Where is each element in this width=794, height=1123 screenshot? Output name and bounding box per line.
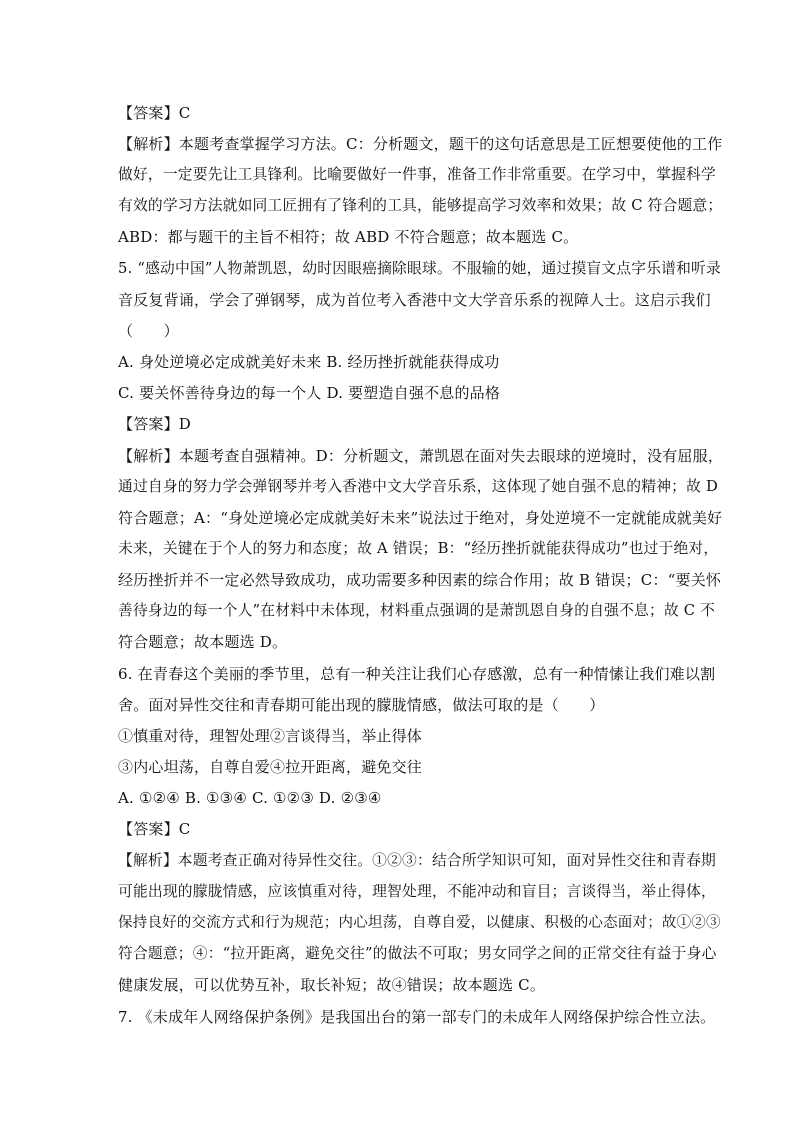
analysis-q5-line-5: 经历挫折并不一定必然导致成功，成功需要多种因素的综合作用；故 B 错误；C：“要关怀 [118,571,722,589]
analysis-q5-line-7: 符合题意；故本题选 D。 [118,633,288,651]
analysis-q4-line-3: 有效的学习方法就如同工匠拥有了锋利的工具，能够提高学习效率和效果；故 C 符合题意； [118,197,723,214]
analysis-q4-line-1: 【解析】本题考查掌握学习方法。C：分析题文，题干的这句话意思是工匠想要使他的工作 [118,135,723,153]
analysis-q6-line-2: 可能出现的朦胧情感，应该慎重对待，理智处理，不能冲动和盲目；言谈得当，举止得体， [118,883,716,900]
question-5-options-cd: C. 要关怀善待身边的每一个人 D. 要塑造自强不息的品格 [118,384,501,402]
question-6-line-2: 舍。面对异性交往和青春期可能出现的朦胧情感，做法可取的是（ ） [118,696,605,714]
analysis-q5-line-2: 通过自身的努力学会弹钢琴并考入香港中文大学音乐系，这体现了她自强不息的精神；故 D [118,478,718,495]
answer-label-q5: 【答案】D [118,415,192,433]
analysis-q6-line-5: 健康发展，可以优势互补，取长补短；故④错误；故本题选 C。 [118,976,546,994]
question-7-line-1: 7. 《未成年人网络保护条例》是我国出台的第一部专门的未成年人网络保护综合性立法。 [118,1008,716,1026]
analysis-q5-line-1: 【解析】本题考查自强精神。D：分析题文，萧凯恩在面对失去眼球的逆境时，没有屈服， [118,447,724,465]
question-6-options: A. ①②④ B. ①③④ C. ①②③ D. ②③④ [118,789,382,807]
question-6-statements-1: ①慎重对待，理智处理②言谈得当，举止得体 [118,727,423,745]
analysis-q6-line-3: 保持良好的交流方式和行为规范；内心坦荡，自尊自爱，以健康、积极的心态面对；故①②③ [118,915,721,931]
answer-label-q6: 【答案】C [118,820,191,838]
analysis-q4-line-2: 做好，一定要先让工具锋利。比喻要做好一件事，准备工作非常重要。在学习中，掌握科学 [118,166,716,183]
analysis-q5-line-6: 善待身边的每一个人”在材料中未体现，材料重点强调的是萧凯恩自身的自强不息；故 C 不 [118,602,716,619]
question-6-statements-2: ③内心坦荡，自尊自爱④拉开距离，避免交往 [118,758,423,776]
question-5-options-ab: A. 身处逆境必定成就美好未来 B. 经历挫折就能获得成功 [118,353,500,371]
question-5-line-1: 5. “感动中国”人物萧凯恩，幼时因眼癌摘除眼球。不服输的她，通过摸盲文点字乐谱和听录 [118,260,721,277]
analysis-q5-line-4: 未来，关键在于个人的努力和态度；故 A 错误；B：“经历挫折就能获得成功”也过于绝对， [118,540,719,557]
question-5-line-2: 音反复背诵，学会了弹钢琴，成为首位考入香港中文大学音乐系的视障人士。这启示我们 [118,291,711,309]
answer-label-q4: 【答案】C [118,104,191,122]
analysis-q5-line-3: 符合题意；A：“身处逆境必定成就美好未来”说法过于绝对，身处逆境不一定就能成就美好 [118,509,723,527]
analysis-q4-line-4: ABD：都与题干的主旨不相符；故 ABD 不符合题意；故本题选 C。 [118,228,579,246]
analysis-q6-line-4: 符合题意；④：“拉开距离，避免交往”的做法不可取；男女同学之间的正常交往有益于身心 [118,945,717,962]
question-6-line-1: 6. 在青春这个美丽的季节里，总有一种关注让我们心存感激，总有一种情愫让我们难以割 [118,665,716,683]
question-5-blank: （ ） [118,322,179,340]
analysis-q6-line-1: 【解析】本题考查正确对待异性交往。①②③：结合所学知识可知，面对异性交往和青春期 [118,852,716,869]
